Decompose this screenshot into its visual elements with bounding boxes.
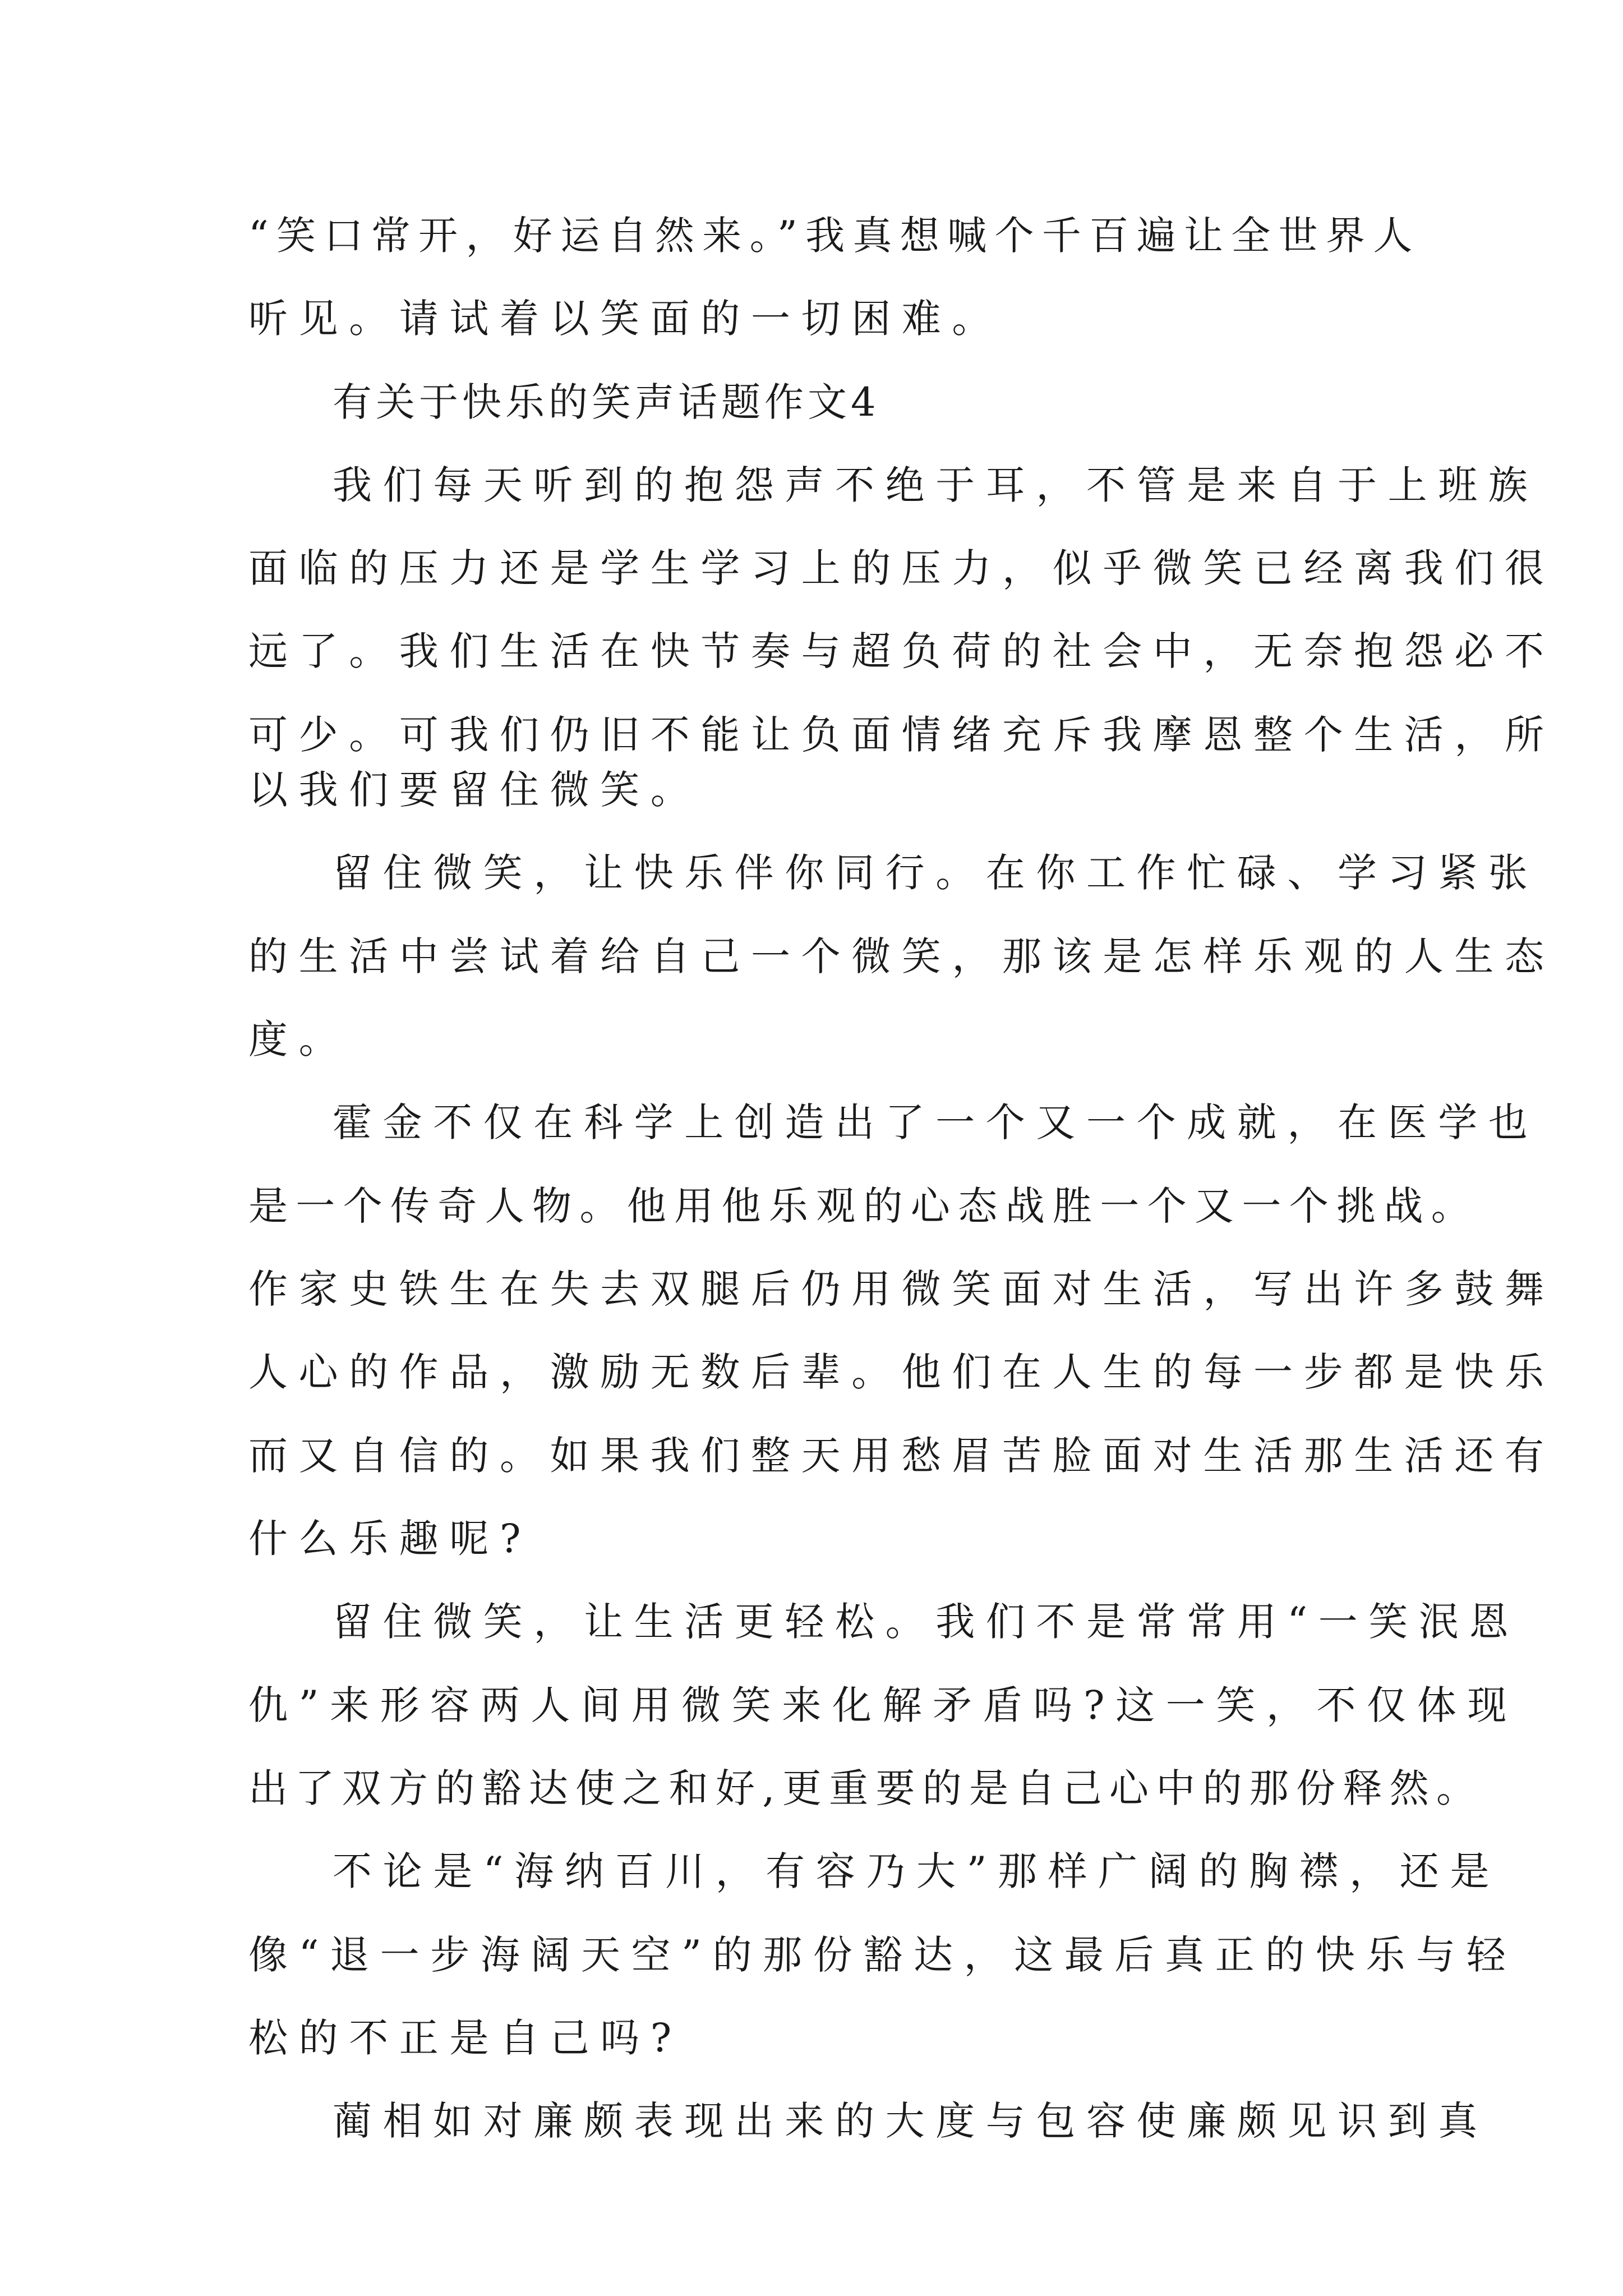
paragraph-first-line: 我们每天听到的抱怨声不绝于耳，不管是来自于上班族 [333, 462, 1539, 508]
text-line: 仇”来形容两人间用微笑来化解矛盾吗?这一笑，不仅体现 [248, 1682, 1518, 1728]
paragraph-first-line: 蔺相如对廉颇表现出来的大度与包容使廉颇见识到真 [333, 2098, 1488, 2144]
text-line: 听见。请试着以笑面的一切困难。 [248, 296, 1002, 342]
paragraph-first-line: 不论是“海纳百川，有容乃大”那样广阔的胸襟，还是 [333, 1848, 1500, 1894]
text-line: 的生活中尝试着给自己一个微笑，那该是怎样乐观的人生态 [248, 933, 1555, 979]
text-line: 而又自信的。如果我们整天用愁眉苦脸面对生活那生活还有 [248, 1433, 1555, 1479]
text-line: 松的不正是自己吗? [248, 2015, 683, 2061]
text-line: 什么乐趣呢? [248, 1516, 532, 1562]
text-line: 度。 [248, 1016, 349, 1062]
section-heading: 有关于快乐的笑声话题作文4 [333, 379, 880, 425]
text-line: 出了双方的豁达使之和好,更重要的是自己心中的那份释然。 [248, 1765, 1483, 1811]
paragraph-first-line: 留住微笑，让快乐伴你同行。在你工作忙碌、学习紧张 [333, 850, 1539, 896]
paragraph-first-line: 留住微笑，让生活更轻松。我们不是常常用“一笑泯恩 [333, 1599, 1520, 1645]
text-line: “笑口常开，好运自然来。”我真想喊个千百遍让全世界人 [248, 213, 1421, 259]
text-line: 是一个传奇人物。他用他乐观的心态战胜一个又一个挑战。 [248, 1183, 1479, 1229]
text-line: 可少。可我们仍旧不能让负面情绪充斥我摩恩整个生活，所 [248, 712, 1555, 758]
text-line: 作家史铁生在失去双腿后仍用微笑面对生活，写出许多鼓舞 [248, 1266, 1555, 1312]
text-line: 人心的作品，激励无数后辈。他们在人生的每一步都是快乐 [248, 1349, 1555, 1395]
text-line: 远了。我们生活在快节奏与超负荷的社会中，无奈抱怨必不 [248, 628, 1555, 674]
paragraph-first-line: 霍金不仅在科学上创造出了一个又一个成就，在医学也 [333, 1099, 1539, 1145]
text-line: 以我们要留住微笑。 [248, 767, 701, 813]
text-line: 像“退一步海阔天空”的那份豁达，这最后真正的快乐与轻 [248, 1932, 1517, 1978]
text-line: 面临的压力还是学生学习上的压力，似乎微笑已经离我们很 [248, 545, 1555, 591]
